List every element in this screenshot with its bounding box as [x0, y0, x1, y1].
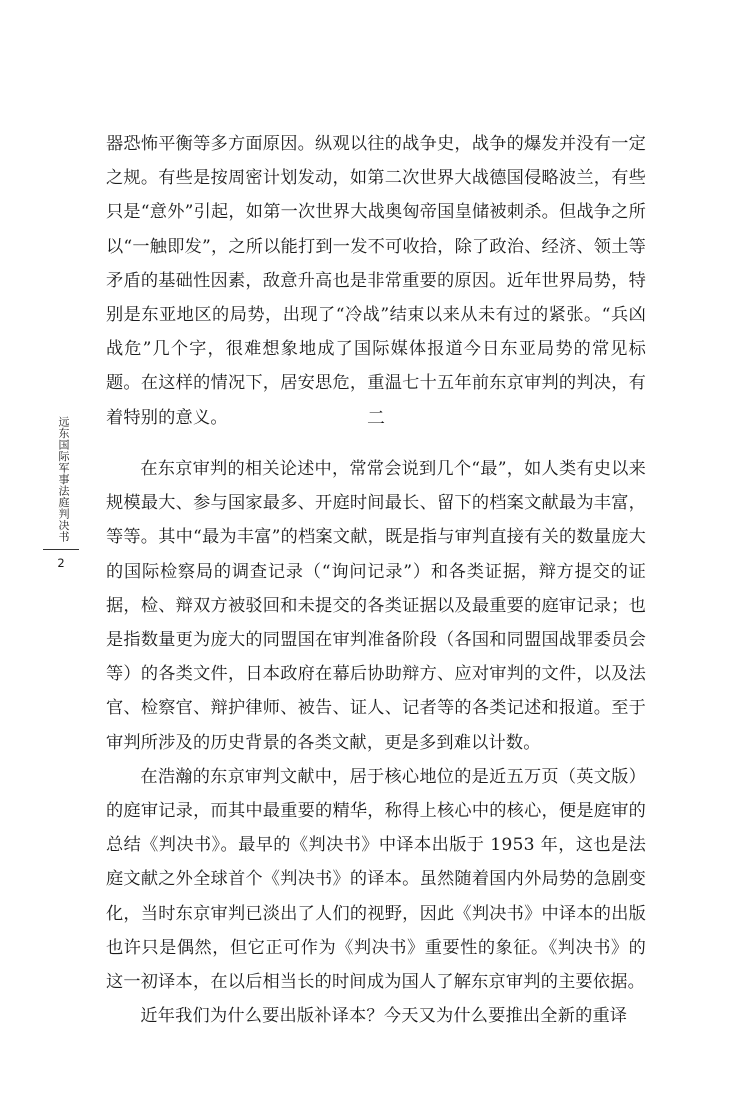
running-header-title: 远东国际军事法庭判决书 [57, 416, 70, 543]
paragraph: 近年我们为什么要出版补译本？今天又为什么要推出全新的重译 [140, 1006, 628, 1027]
paragraph-continuation: 器恐怖平衡等多方面原因。纵观以往的战争史，战争的爆发并没有一定之规。有些是按周密计划发动，如第二次世界大战德国侵略波兰，有些只是“意外”引起，如第一次世界大战奥匈帝国皇储被刺杀。但战争之所以“一触即发”，之所以能打到一发不可收拾，除了政治、经济、领土等矛盾的基础性因素，敌意升高也是非常重要的原因。近年世界局势，特别是东亚地区的局势，出现了“冷战”结束以来从未有过的紧张。“兵凶战危”几个字，很难想象地成了国际媒体报道今日东亚局势的常见标题。在这样的情况下，居安思危，重温七十五年前东京审判的判决，有着特别的意义。 [106, 134, 646, 428]
body-text-lower [106, 452, 646, 1033]
body-text-upper [106, 127, 646, 435]
running-header-divider [43, 549, 79, 550]
paragraph: 在浩瀚的东京审判文献中，居于核心地位的是近五万页（英文版）的庭审记录，而其中最重要的精华，称得上核心中的核心，便是庭审的总结《判决书》。最早的《判决书》中译本出版于 1953 年，这也是法庭文献之外全球首个《判决书》的译本。虽然随着国内外局势的急剧变化，当时东京审判已淡出了人们的视野，因此《判决书》中译本的出版也许只是偶然，但它正可作为《判决书》重要性的象征。《判决书》的这一初译本，在以后相当长的时间成为国人了解东京审判的主要依据。 [106, 766, 646, 993]
page-number: 2 [57, 556, 65, 570]
paragraph: 在东京审判的相关论述中，常常会说到几个“最”，如人类有史以来规模最大、参与国家最多、开庭时间最长、留下的档案文献最为丰富，等等。其中“最为丰富”的档案文献，既是指与审判直接有关的数量庞大的国际检察局的调查记录（“询问记录”）和各类证据，辩方提交的证据，检、辩双方被驳回和未提交的各类证据以及最重要的庭审记录；也是指数量更为庞大的同盟国在审判准备阶段（各国和同盟国战罪委员会等）的各类文件，日本政府在幕后协助辩方、应对审判的文件，以及法官、检察官、辩护律师、被告、证人、记者等的各类记述和报道。至于审判所涉及的历史背景的各类文献，更是多到难以计数。 [106, 459, 646, 753]
section-heading: 二 [367, 408, 385, 429]
